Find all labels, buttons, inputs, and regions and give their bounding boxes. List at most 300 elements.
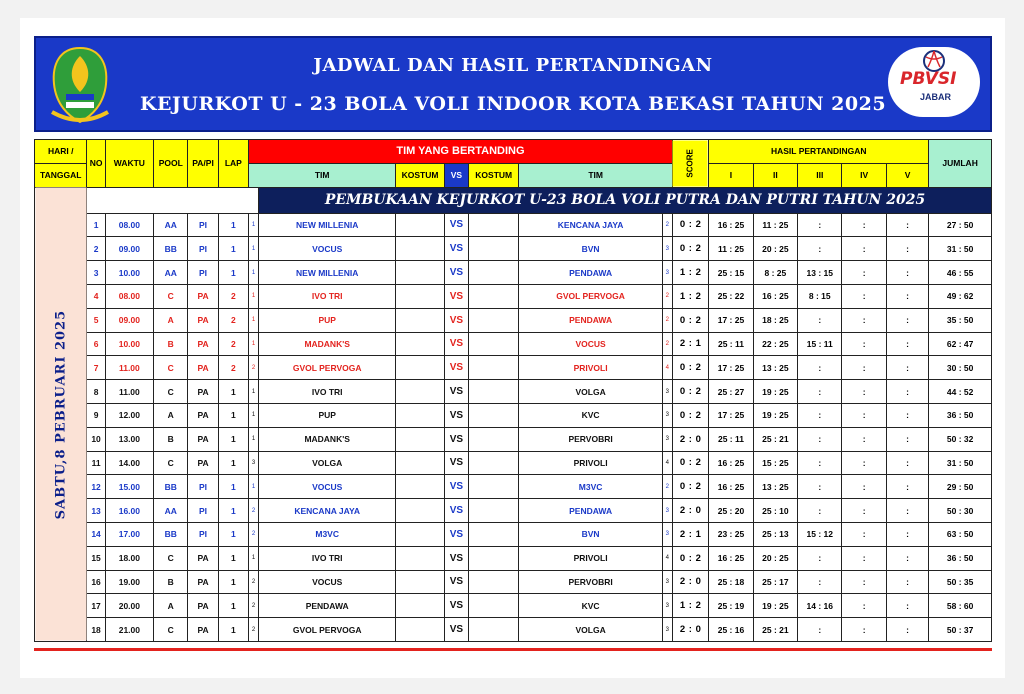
- team-a-name: GVOL PERVOGA: [259, 618, 396, 642]
- set-3-header: III: [798, 163, 842, 187]
- set-5-score: :: [886, 213, 928, 237]
- total-points: 63 : 50: [929, 522, 992, 546]
- team-a-name: IVO TRI: [259, 380, 396, 404]
- match-score: 2 : 1: [672, 522, 708, 546]
- match-pool: AA: [154, 213, 188, 237]
- set-2-score: 19 : 25: [753, 594, 797, 618]
- kostum-a-header: KOSTUM: [396, 163, 444, 187]
- match-score: 0 : 2: [672, 308, 708, 332]
- set-2-score: 20 : 25: [753, 237, 797, 261]
- vs-label: VS: [444, 284, 468, 308]
- match-score: 2 : 0: [672, 618, 708, 642]
- kostum-a-cell: [396, 451, 444, 475]
- match-marker-a: 1: [248, 475, 258, 499]
- total-points: 46 : 55: [929, 261, 992, 285]
- total-points: 29 : 50: [929, 475, 992, 499]
- set-1-score: 23 : 25: [709, 522, 753, 546]
- team-a-name: VOCUS: [259, 570, 396, 594]
- match-pool: AA: [154, 499, 188, 523]
- match-marker-a: 1: [248, 403, 258, 427]
- match-court: 1: [218, 237, 248, 261]
- match-court: 1: [218, 427, 248, 451]
- total-points: 49 : 62: [929, 284, 992, 308]
- kostum-b-cell: [468, 332, 518, 356]
- match-marker-a: 1: [248, 546, 258, 570]
- match-marker-a: 2: [248, 356, 258, 380]
- vs-label: VS: [444, 308, 468, 332]
- vs-label: VS: [444, 499, 468, 523]
- match-category: PI: [188, 475, 218, 499]
- match-no: 9: [87, 403, 105, 427]
- match-category: PA: [188, 618, 218, 642]
- vs-label: VS: [444, 403, 468, 427]
- set-1-score: 17 : 25: [709, 356, 753, 380]
- set-4-header: IV: [842, 163, 886, 187]
- kostum-a-cell: [396, 237, 444, 261]
- match-category: PI: [188, 237, 218, 261]
- team-b-name: PRIVOLI: [519, 451, 662, 475]
- total-points: 31 : 50: [929, 237, 992, 261]
- set-2-score: 25 : 21: [753, 427, 797, 451]
- set-4-score: :: [842, 522, 886, 546]
- match-category: PA: [188, 570, 218, 594]
- match-marker-b: 2: [662, 332, 672, 356]
- set-4-score: :: [842, 261, 886, 285]
- set-2-score: 16 : 25: [753, 284, 797, 308]
- match-court: 1: [218, 546, 248, 570]
- kostum-b-cell: [468, 261, 518, 285]
- match-marker-a: 2: [248, 570, 258, 594]
- table-row: [35, 522, 992, 546]
- match-time: 18.00: [105, 546, 153, 570]
- pbvsi-logo: [888, 47, 980, 117]
- vs-label: VS: [444, 570, 468, 594]
- set-2-score: 13 : 25: [753, 356, 797, 380]
- set-3-score: :: [798, 499, 842, 523]
- match-marker-b: 3: [662, 261, 672, 285]
- vs-label: VS: [444, 356, 468, 380]
- match-court: 1: [218, 403, 248, 427]
- match-time: 19.00: [105, 570, 153, 594]
- match-time: 09.00: [105, 237, 153, 261]
- team-a-name: NEW MILLENIA: [259, 261, 396, 285]
- jumlah-header: JUMLAH: [929, 140, 992, 188]
- total-points: 50 : 32: [929, 427, 992, 451]
- team-b-name: PRIVOLI: [519, 356, 662, 380]
- page-title: JADWAL DAN HASIL PERTANDINGAN: [313, 55, 713, 76]
- kostum-a-cell: [396, 570, 444, 594]
- match-court: 1: [218, 499, 248, 523]
- match-pool: AA: [154, 261, 188, 285]
- table-row: [35, 594, 992, 618]
- set-4-score: :: [842, 618, 886, 642]
- set-1-score: 11 : 25: [709, 237, 753, 261]
- match-score: 2 : 1: [672, 332, 708, 356]
- kostum-a-cell: [396, 308, 444, 332]
- set-5-score: :: [886, 308, 928, 332]
- kostum-b-cell: [468, 499, 518, 523]
- match-court: 2: [218, 284, 248, 308]
- match-marker-a: 1: [248, 308, 258, 332]
- set-4-score: :: [842, 380, 886, 404]
- match-marker-b: 3: [662, 499, 672, 523]
- match-category: PI: [188, 522, 218, 546]
- match-score: 1 : 2: [672, 261, 708, 285]
- match-court: 1: [218, 261, 248, 285]
- team-a-name: KENCANA JAYA: [259, 499, 396, 523]
- table-row: [35, 284, 992, 308]
- set-5-score: :: [886, 427, 928, 451]
- set-4-score: :: [842, 308, 886, 332]
- match-time: 14.00: [105, 451, 153, 475]
- team-a-name: VOLGA: [259, 451, 396, 475]
- set-1-score: 25 : 20: [709, 499, 753, 523]
- match-score: 0 : 2: [672, 356, 708, 380]
- papi-header: PA/PI: [188, 140, 218, 188]
- set-4-score: :: [842, 284, 886, 308]
- match-score: 0 : 2: [672, 213, 708, 237]
- match-no: 13: [87, 499, 105, 523]
- match-court: 1: [218, 570, 248, 594]
- set-1-score: 25 : 15: [709, 261, 753, 285]
- set-3-score: :: [798, 546, 842, 570]
- team-a-name: NEW MILLENIA: [259, 213, 396, 237]
- kostum-b-cell: [468, 213, 518, 237]
- set-5-score: :: [886, 594, 928, 618]
- set-4-score: :: [842, 570, 886, 594]
- set-3-score: :: [798, 356, 842, 380]
- match-time: 16.00: [105, 499, 153, 523]
- kostum-b-cell: [468, 594, 518, 618]
- set-1-score: 25 : 11: [709, 427, 753, 451]
- kostum-a-cell: [396, 356, 444, 380]
- team-a-name: PUP: [259, 403, 396, 427]
- team-a-name: VOCUS: [259, 475, 396, 499]
- set-2-score: 20 : 25: [753, 546, 797, 570]
- match-score: 0 : 2: [672, 475, 708, 499]
- title-banner: [34, 36, 992, 132]
- table-row: [35, 261, 992, 285]
- waktu-header: WAKTU: [105, 140, 153, 188]
- set-4-score: :: [842, 546, 886, 570]
- set-3-score: 8 : 15: [798, 284, 842, 308]
- kostum-a-cell: [396, 546, 444, 570]
- set-2-score: 25 : 17: [753, 570, 797, 594]
- set-5-score: :: [886, 618, 928, 642]
- match-category: PI: [188, 261, 218, 285]
- match-marker-b: 3: [662, 237, 672, 261]
- set-2-score: 15 : 25: [753, 451, 797, 475]
- set-2-score: 25 : 21: [753, 618, 797, 642]
- team-b-name: VOLGA: [519, 380, 662, 404]
- match-marker-b: 4: [662, 356, 672, 380]
- table-row: [35, 546, 992, 570]
- team-b-name: VOCUS: [519, 332, 662, 356]
- team-b-name: M3VC: [519, 475, 662, 499]
- set-3-score: :: [798, 237, 842, 261]
- team-b-name: VOLGA: [519, 618, 662, 642]
- match-no: 8: [87, 380, 105, 404]
- team-a-name: PENDAWA: [259, 594, 396, 618]
- match-table: [34, 139, 992, 642]
- match-score: 0 : 2: [672, 237, 708, 261]
- match-marker-a: 1: [248, 213, 258, 237]
- vs-label: VS: [444, 475, 468, 499]
- team-b-name: KVC: [519, 594, 662, 618]
- kostum-b-cell: [468, 427, 518, 451]
- kostum-a-cell: [396, 499, 444, 523]
- kostum-b-cell: [468, 237, 518, 261]
- match-marker-b: 2: [662, 308, 672, 332]
- set-1-score: 25 : 16: [709, 618, 753, 642]
- set-1-score: 17 : 25: [709, 403, 753, 427]
- match-marker-a: 2: [248, 499, 258, 523]
- match-no: 18: [87, 618, 105, 642]
- kostum-a-cell: [396, 332, 444, 356]
- match-pool: C: [154, 284, 188, 308]
- match-no: 17: [87, 594, 105, 618]
- match-marker-b: 4: [662, 546, 672, 570]
- set-3-score: :: [798, 380, 842, 404]
- set-5-score: :: [886, 451, 928, 475]
- match-no: 10: [87, 427, 105, 451]
- set-3-score: 13 : 15: [798, 261, 842, 285]
- match-score: 1 : 2: [672, 284, 708, 308]
- match-court: 1: [218, 594, 248, 618]
- match-time: 12.00: [105, 403, 153, 427]
- match-no: 16: [87, 570, 105, 594]
- kostum-b-cell: [468, 618, 518, 642]
- set-4-score: :: [842, 332, 886, 356]
- set-2-score: 19 : 25: [753, 403, 797, 427]
- match-court: 2: [218, 356, 248, 380]
- match-category: PA: [188, 356, 218, 380]
- set-5-score: :: [886, 356, 928, 380]
- set-5-score: :: [886, 570, 928, 594]
- match-pool: C: [154, 618, 188, 642]
- hasil-header: HASIL PERTANDINGAN: [709, 140, 929, 164]
- vs-label: VS: [444, 427, 468, 451]
- vs-label: VS: [444, 546, 468, 570]
- match-marker-a: 1: [248, 332, 258, 356]
- match-category: PA: [188, 403, 218, 427]
- match-category: PA: [188, 332, 218, 356]
- match-time: 13.00: [105, 427, 153, 451]
- match-no: 12: [87, 475, 105, 499]
- match-category: PI: [188, 213, 218, 237]
- match-category: PA: [188, 427, 218, 451]
- match-marker-b: 3: [662, 618, 672, 642]
- match-score: 2 : 0: [672, 499, 708, 523]
- pbvsi-logo-text: PBVSI: [900, 69, 957, 89]
- set-4-score: :: [842, 403, 886, 427]
- set-1-score: 25 : 11: [709, 332, 753, 356]
- match-court: 1: [218, 213, 248, 237]
- kostum-b-cell: [468, 475, 518, 499]
- total-points: 44 : 52: [929, 380, 992, 404]
- set-2-score: 25 : 10: [753, 499, 797, 523]
- kostum-a-cell: [396, 594, 444, 618]
- set-4-score: :: [842, 594, 886, 618]
- table-row: [35, 403, 992, 427]
- set-2-header: II: [753, 163, 797, 187]
- bottom-rule: [34, 648, 992, 651]
- set-4-score: :: [842, 475, 886, 499]
- tim-a-header: TIM: [248, 163, 395, 187]
- match-court: 1: [218, 475, 248, 499]
- set-5-score: :: [886, 475, 928, 499]
- set-1-score: 25 : 22: [709, 284, 753, 308]
- set-3-score: 15 : 11: [798, 332, 842, 356]
- kostum-a-cell: [396, 284, 444, 308]
- total-points: 58 : 60: [929, 594, 992, 618]
- match-pool: B: [154, 427, 188, 451]
- no-header: NO: [87, 140, 105, 188]
- team-a-name: IVO TRI: [259, 546, 396, 570]
- match-score: 0 : 2: [672, 380, 708, 404]
- table-row: [35, 380, 992, 404]
- set-3-score: :: [798, 570, 842, 594]
- match-marker-a: 2: [248, 618, 258, 642]
- match-marker-a: 2: [248, 522, 258, 546]
- tim-bertanding-header: TIM YANG BERTANDING: [248, 140, 672, 164]
- match-score: 2 : 0: [672, 570, 708, 594]
- match-time: 17.00: [105, 522, 153, 546]
- match-score: 0 : 2: [672, 403, 708, 427]
- team-b-name: PENDAWA: [519, 499, 662, 523]
- match-no: 3: [87, 261, 105, 285]
- match-time: 20.00: [105, 594, 153, 618]
- match-court: 1: [218, 522, 248, 546]
- match-pool: A: [154, 594, 188, 618]
- team-b-name: GVOL PERVOGA: [519, 284, 662, 308]
- match-score: 2 : 0: [672, 427, 708, 451]
- set-1-score: 25 : 27: [709, 380, 753, 404]
- vs-header: VS: [444, 163, 468, 187]
- set-5-score: :: [886, 332, 928, 356]
- match-marker-b: 3: [662, 522, 672, 546]
- set-1-header: I: [709, 163, 753, 187]
- set-5-score: :: [886, 522, 928, 546]
- match-pool: BB: [154, 237, 188, 261]
- kostum-b-cell: [468, 546, 518, 570]
- match-score: 0 : 2: [672, 451, 708, 475]
- kostum-b-cell: [468, 451, 518, 475]
- total-points: 62 : 47: [929, 332, 992, 356]
- table-row: [35, 570, 992, 594]
- team-b-name: PENDAWA: [519, 308, 662, 332]
- tim-b-header: TIM: [519, 163, 673, 187]
- match-marker-a: 1: [248, 261, 258, 285]
- match-no: 7: [87, 356, 105, 380]
- lap-header: LAP: [218, 140, 248, 188]
- match-pool: C: [154, 451, 188, 475]
- kostum-b-cell: [468, 380, 518, 404]
- set-3-score: :: [798, 308, 842, 332]
- set-4-score: :: [842, 237, 886, 261]
- total-points: 31 : 50: [929, 451, 992, 475]
- match-category: PA: [188, 380, 218, 404]
- match-time: 15.00: [105, 475, 153, 499]
- team-b-name: BVN: [519, 237, 662, 261]
- set-1-score: 16 : 25: [709, 546, 753, 570]
- match-marker-b: 2: [662, 475, 672, 499]
- table-row: [35, 427, 992, 451]
- total-points: 36 : 50: [929, 546, 992, 570]
- match-court: 1: [218, 380, 248, 404]
- vs-label: VS: [444, 594, 468, 618]
- set-5-score: :: [886, 261, 928, 285]
- page-subtitle: KEJURKOT U - 23 BOLA VOLI INDOOR KOTA BEKASI TAHUN 2025: [139, 93, 887, 115]
- kostum-b-cell: [468, 570, 518, 594]
- match-no: 6: [87, 332, 105, 356]
- kostum-a-cell: [396, 261, 444, 285]
- match-no: 14: [87, 522, 105, 546]
- team-b-name: KVC: [519, 403, 662, 427]
- total-points: 36 : 50: [929, 403, 992, 427]
- team-b-name: BVN: [519, 522, 662, 546]
- set-5-score: :: [886, 499, 928, 523]
- set-1-score: 16 : 25: [709, 213, 753, 237]
- set-5-header: V: [886, 163, 928, 187]
- match-court: 1: [218, 451, 248, 475]
- match-court: 1: [218, 618, 248, 642]
- match-time: 11.00: [105, 380, 153, 404]
- team-b-name: PERVOBRI: [519, 570, 662, 594]
- team-a-name: PUP: [259, 308, 396, 332]
- kostum-b-cell: [468, 403, 518, 427]
- pool-header: POOL: [154, 140, 188, 188]
- kostum-a-cell: [396, 618, 444, 642]
- match-marker-b: 3: [662, 403, 672, 427]
- match-marker-a: 1: [248, 237, 258, 261]
- set-5-score: :: [886, 403, 928, 427]
- vs-label: VS: [444, 261, 468, 285]
- vs-label: VS: [444, 451, 468, 475]
- set-3-score: :: [798, 475, 842, 499]
- match-no: 4: [87, 284, 105, 308]
- set-3-score: :: [798, 451, 842, 475]
- match-marker-b: 3: [662, 570, 672, 594]
- tanggal-header: TANGGAL: [35, 163, 87, 187]
- set-2-score: 19 : 25: [753, 380, 797, 404]
- total-points: 50 : 35: [929, 570, 992, 594]
- match-category: PA: [188, 594, 218, 618]
- table-row: [35, 356, 992, 380]
- team-a-name: MADANK'S: [259, 332, 396, 356]
- set-4-score: :: [842, 499, 886, 523]
- match-marker-b: 2: [662, 284, 672, 308]
- kostum-b-header: KOSTUM: [468, 163, 518, 187]
- table-row: [35, 451, 992, 475]
- match-time: 09.00: [105, 308, 153, 332]
- team-a-name: VOCUS: [259, 237, 396, 261]
- team-a-name: GVOL PERVOGA: [259, 356, 396, 380]
- set-1-score: 25 : 18: [709, 570, 753, 594]
- total-points: 30 : 50: [929, 356, 992, 380]
- hari-header: HARI /: [35, 140, 87, 164]
- kostum-a-cell: [396, 213, 444, 237]
- set-3-score: :: [798, 427, 842, 451]
- match-time: 08.00: [105, 213, 153, 237]
- match-marker-b: 3: [662, 427, 672, 451]
- match-marker-b: 3: [662, 594, 672, 618]
- vs-label: VS: [444, 618, 468, 642]
- match-time: 10.00: [105, 332, 153, 356]
- match-no: 1: [87, 213, 105, 237]
- kostum-b-cell: [468, 308, 518, 332]
- match-score: 0 : 2: [672, 546, 708, 570]
